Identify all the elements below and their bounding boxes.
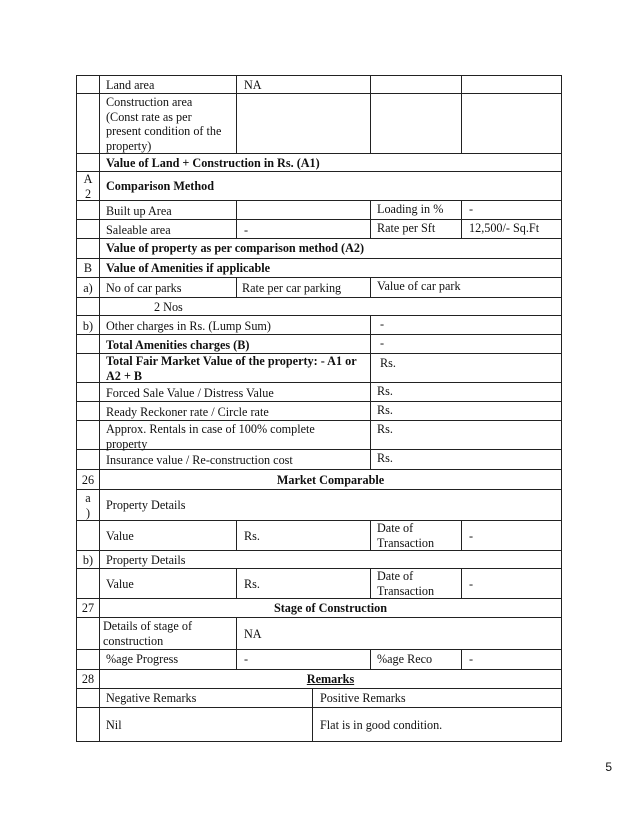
construction-area-line: present condition of the	[106, 124, 222, 138]
total-fair-market-value: Rs.	[380, 356, 396, 370]
rentals-line: Approx. Rentals in case of 100% complete	[106, 422, 315, 436]
a2-number	[77, 172, 99, 201]
positive-remarks-label: Positive Remarks	[320, 691, 406, 705]
section-26-b-value: Rs.	[244, 577, 260, 591]
rate-per-sft-value: 12,500/- Sq.Ft	[469, 221, 540, 235]
saleable-area-value: -	[244, 223, 249, 237]
section-26-b-number: b)	[82, 553, 94, 567]
forced-sale-value: Rs.	[377, 384, 393, 398]
progress-value: -	[244, 652, 249, 666]
stage-details-label	[103, 619, 192, 648]
progress-label: %age Progress	[106, 652, 179, 666]
total-amenities-label: Total Amenities charges (B)	[106, 338, 250, 352]
construction-area-line: Construction area	[106, 95, 193, 109]
total-fair-market-line: Total Fair Market Value of the property: - A1 or	[106, 354, 357, 368]
section-28-number: 28	[81, 672, 95, 686]
total-fair-market-line: A2 + B	[106, 368, 143, 383]
value-of-car-park-label: Value of car park	[377, 279, 461, 293]
section-27-number: 27	[81, 601, 95, 615]
built-up-area-label: Built up Area	[106, 204, 172, 218]
saleable-area-label: Saleable area	[106, 223, 171, 237]
stage-details-line: construction	[103, 633, 164, 648]
section-26-a-value: Rs.	[244, 529, 260, 543]
car-parks-count: 2 Nos	[154, 300, 183, 314]
construction-area-line: (Const rate as per	[106, 109, 192, 124]
value-comparison-label: Value of property as per comparison method (A2)	[106, 241, 365, 255]
section-26-number: 26	[81, 473, 95, 487]
date-label-line: Date of	[377, 569, 414, 583]
construction-area-label	[106, 95, 221, 153]
page-number: 5	[605, 760, 612, 774]
land-area-label: Land area	[106, 78, 155, 92]
rentals-label	[106, 422, 315, 451]
negative-remarks-label: Negative Remarks	[106, 691, 197, 705]
a2-number-line: A	[83, 172, 93, 186]
positive-remarks-value: Flat is in good condition.	[320, 718, 443, 732]
section-26-a-date-value: -	[469, 529, 474, 543]
rentals-line: property	[106, 436, 148, 451]
reco-value: -	[469, 652, 474, 666]
comparison-method-heading: Comparison Method	[106, 179, 214, 193]
total-amenities-value: -	[380, 336, 385, 350]
construction-area-line: property)	[106, 138, 152, 153]
section-26-b-value-label: Value	[106, 577, 134, 591]
ready-reckoner-value: Rs.	[377, 403, 393, 417]
section-26-a-number-line: )	[85, 505, 91, 520]
b-number: B	[83, 261, 93, 275]
section-26-a-number-line: a	[85, 491, 91, 505]
loading-label: Loading in %	[377, 202, 444, 216]
date-label-line: Transaction	[377, 583, 435, 598]
rate-per-car-parking-label: Rate per car parking	[242, 281, 342, 295]
forced-sale-label: Forced Sale Value / Distress Value	[106, 386, 274, 400]
rentals-value: Rs.	[377, 422, 393, 436]
a2-number-line: 2	[84, 186, 92, 201]
section-26-a-value-label: Value	[106, 529, 134, 543]
rate-per-sft-label: Rate per Sft	[377, 221, 436, 235]
loading-value: -	[469, 202, 474, 216]
stage-details-line: Details of stage of	[103, 619, 193, 633]
total-fair-market-label	[106, 354, 357, 383]
section-26-title: Market Comparable	[276, 473, 385, 487]
section-26-b-date-label	[377, 569, 434, 598]
insurance-value: Rs.	[377, 451, 393, 465]
car-parks-label: No of car parks	[106, 281, 182, 295]
date-label-line: Transaction	[377, 535, 435, 550]
reco-label: %age Reco	[377, 652, 433, 666]
other-charges-value: -	[380, 317, 385, 331]
date-label-line: Date of	[377, 521, 414, 535]
stage-details-value: NA	[244, 627, 262, 641]
section-26-a-number	[77, 491, 99, 520]
land-area-value: NA	[244, 78, 262, 92]
section-26-a-date-label	[377, 521, 434, 550]
section-26-a-property-details: Property Details	[106, 498, 186, 512]
car-parks-number: a)	[83, 281, 93, 295]
value-land-construction-label: Value of Land + Construction in Rs. (A1)	[106, 156, 320, 170]
section-27-title: Stage of Construction	[273, 601, 388, 615]
section-26-b-date-value: -	[469, 577, 474, 591]
ready-reckoner-label: Ready Reckoner rate / Circle rate	[106, 405, 269, 419]
section-26-b-property-details: Property Details	[106, 553, 186, 567]
amenities-heading: Value of Amenities if applicable	[106, 261, 271, 275]
negative-remarks-value: Nil	[106, 718, 122, 732]
section-28-title: Remarks	[306, 672, 355, 686]
other-charges-label: Other charges in Rs. (Lump Sum)	[106, 319, 271, 333]
insurance-label: Insurance value / Re-construction cost	[106, 453, 293, 467]
other-charges-number: b)	[82, 319, 94, 333]
